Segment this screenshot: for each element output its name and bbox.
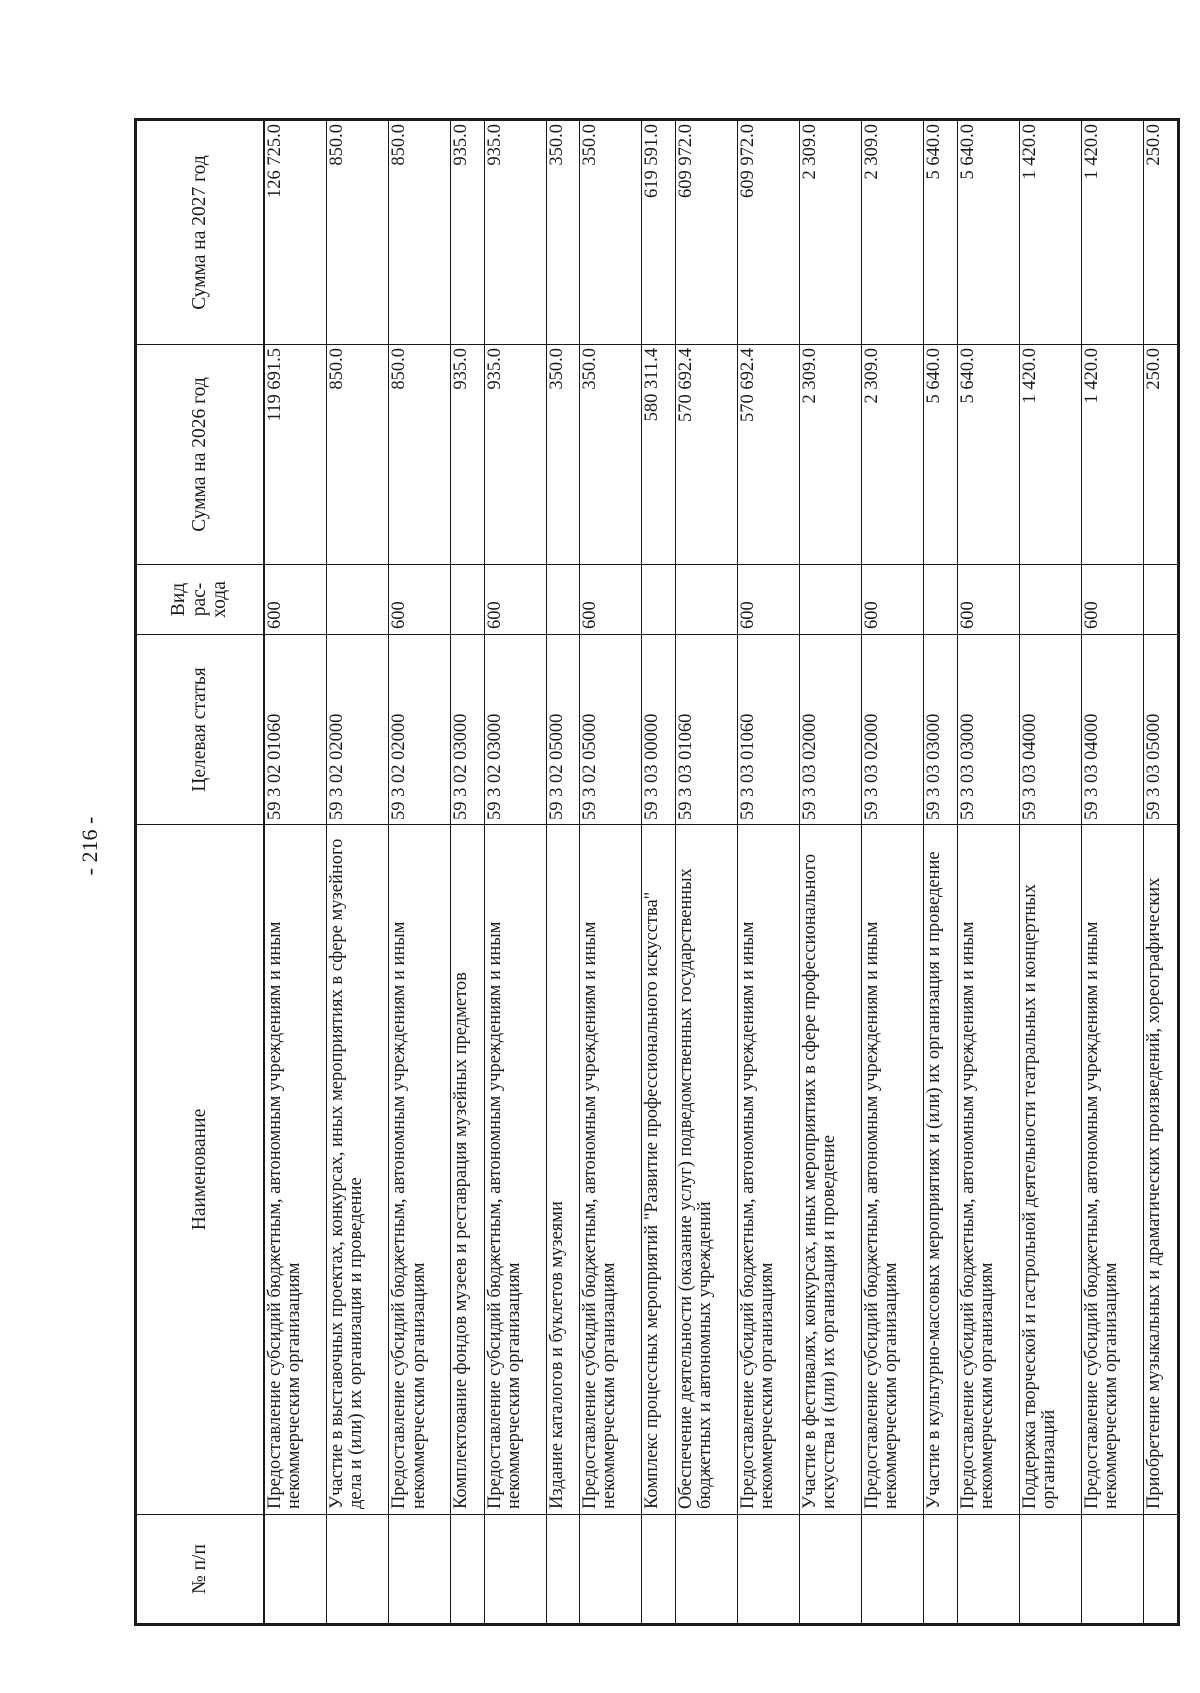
row-sum-2027: 350.0	[580, 120, 642, 345]
row-code: 59 3 03 04000	[1019, 635, 1081, 825]
header-name: Наименование	[136, 825, 264, 1515]
row-number	[737, 1515, 799, 1625]
row-number	[924, 1515, 957, 1625]
row-sum-2027: 609 972.0	[675, 120, 737, 345]
page-number: - 216 -	[77, 816, 102, 876]
row-number	[264, 1515, 327, 1625]
row-type: 600	[389, 565, 451, 635]
row-name: Комплекс процессных мероприятий "Развитие профессионального искусства"	[642, 825, 675, 1515]
row-type: 600	[484, 565, 546, 635]
row-code: 59 3 03 04000	[1081, 635, 1143, 825]
row-name: Предоставление субсидий бюджетным, автономным учреждениям и иным некоммерческим организациям	[389, 825, 451, 1515]
row-sum-2026: 1 420.0	[1019, 345, 1081, 565]
row-type	[924, 565, 957, 635]
table-row	[1144, 120, 1179, 1625]
row-sum-2026: 250.0	[1144, 345, 1179, 565]
row-type: 600	[957, 565, 1019, 635]
row-number	[642, 1515, 675, 1625]
row-code: 59 3 02 05000	[580, 635, 642, 825]
row-type	[451, 565, 484, 635]
row-type	[546, 565, 579, 635]
row-code: 59 3 02 03000	[451, 635, 484, 825]
row-type: 600	[264, 565, 327, 635]
table-body	[264, 120, 1179, 1625]
row-code: 59 3 03 02000	[799, 635, 861, 825]
table-row	[264, 120, 327, 1625]
row-number	[862, 1515, 924, 1625]
row-sum-2026: 5 640.0	[957, 345, 1019, 565]
row-sum-2027: 935.0	[484, 120, 546, 345]
row-type	[326, 565, 388, 635]
row-sum-2027: 850.0	[326, 120, 388, 345]
row-code: 59 3 03 01060	[737, 635, 799, 825]
row-name: Предоставление субсидий бюджетным, автономным учреждениям и иным некоммерческим организациям	[957, 825, 1019, 1515]
row-type: 600	[862, 565, 924, 635]
table-row	[675, 120, 737, 1625]
row-name: Участие в выставочных проектах, конкурсах, иных мероприятиях в сфере музейного дела и (или) их организация и проведение	[326, 825, 388, 1515]
row-code: 59 3 03 03000	[957, 635, 1019, 825]
row-number	[1019, 1515, 1081, 1625]
row-type	[1144, 565, 1179, 635]
budget-table	[134, 118, 1180, 1626]
row-code: 59 3 03 03000	[924, 635, 957, 825]
row-number	[799, 1515, 861, 1625]
row-name: Участие в культурно-массовых мероприятиях и (или) их организация и проведение	[924, 825, 957, 1515]
row-type	[1019, 565, 1081, 635]
table-row	[389, 120, 451, 1625]
row-number	[675, 1515, 737, 1625]
row-number	[484, 1515, 546, 1625]
table-row	[484, 120, 546, 1625]
row-code: 59 3 02 02000	[326, 635, 388, 825]
row-number	[1081, 1515, 1143, 1625]
header-sum-2026: Сумма на 2026 год	[136, 345, 264, 565]
table-row	[1081, 120, 1143, 1625]
row-sum-2026: 580 311.4	[642, 345, 675, 565]
row-type	[799, 565, 861, 635]
table-row	[737, 120, 799, 1625]
row-type: 600	[737, 565, 799, 635]
header-num: № п/п	[136, 1515, 264, 1625]
row-sum-2026: 1 420.0	[1081, 345, 1143, 565]
row-number	[580, 1515, 642, 1625]
row-code: 59 3 02 03000	[484, 635, 546, 825]
row-sum-2026: 119 691.5	[264, 345, 327, 565]
header-type: Вид рас-хода	[136, 565, 264, 635]
row-sum-2027: 609 972.0	[737, 120, 799, 345]
row-name: Предоставление субсидий бюджетным, автономным учреждениям и иным некоммерческим организациям	[580, 825, 642, 1515]
row-name: Участие в фестивалях, конкурсах, иных мероприятиях в сфере профессионального искусства и (или) их организация и проведение	[799, 825, 861, 1515]
row-sum-2027: 935.0	[451, 120, 484, 345]
row-type: 600	[1081, 565, 1143, 635]
table-row	[957, 120, 1019, 1625]
row-name: Поддержка творческой и гастрольной деятельности театральных и концертных организаций	[1019, 825, 1081, 1515]
row-sum-2027: 850.0	[389, 120, 451, 345]
row-code: 59 3 02 02000	[389, 635, 451, 825]
header-sum-2027: Сумма на 2027 год	[136, 120, 264, 345]
row-name: Приобретение музыкальных и драматических произведений, хореографических	[1144, 825, 1179, 1515]
row-code: 59 3 03 00000	[642, 635, 675, 825]
row-code: 59 3 03 01060	[675, 635, 737, 825]
row-name: Предоставление субсидий бюджетным, автономным учреждениям и иным некоммерческим организациям	[264, 825, 327, 1515]
table-row	[924, 120, 957, 1625]
table-row	[799, 120, 861, 1625]
row-name: Предоставление субсидий бюджетным, автономным учреждениям и иным некоммерческим организациям	[737, 825, 799, 1515]
row-sum-2026: 2 309.0	[799, 345, 861, 565]
row-number	[389, 1515, 451, 1625]
table-row	[642, 120, 675, 1625]
header-code: Целевая статья	[136, 635, 264, 825]
row-sum-2027: 619 591.0	[642, 120, 675, 345]
table-row	[546, 120, 579, 1625]
table-row	[862, 120, 924, 1625]
row-sum-2026: 2 309.0	[862, 345, 924, 565]
row-sum-2027: 5 640.0	[957, 120, 1019, 345]
row-number	[1144, 1515, 1179, 1625]
row-name: Обеспечение деятельности (оказание услуг) подведомственных государственных бюджетных и автономных учреждений	[675, 825, 737, 1515]
table-row	[580, 120, 642, 1625]
row-number	[546, 1515, 579, 1625]
row-number	[451, 1515, 484, 1625]
table-row	[451, 120, 484, 1625]
row-name: Комплектование фондов музеев и реставрация музейных предметов	[451, 825, 484, 1515]
row-sum-2026: 935.0	[484, 345, 546, 565]
row-sum-2027: 1 420.0	[1019, 120, 1081, 345]
row-sum-2026: 570 692.4	[675, 345, 737, 565]
row-sum-2026: 350.0	[580, 345, 642, 565]
row-type: 600	[580, 565, 642, 635]
row-name: Предоставление субсидий бюджетным, автономным учреждениям и иным некоммерческим организациям	[862, 825, 924, 1515]
row-number	[326, 1515, 388, 1625]
row-sum-2026: 570 692.4	[737, 345, 799, 565]
row-code: 59 3 03 02000	[862, 635, 924, 825]
row-sum-2027: 250.0	[1144, 120, 1179, 345]
row-number	[957, 1515, 1019, 1625]
row-type	[675, 565, 737, 635]
row-name: Предоставление субсидий бюджетным, автономным учреждениям и иным некоммерческим организациям	[484, 825, 546, 1515]
row-sum-2027: 5 640.0	[924, 120, 957, 345]
table-header	[136, 120, 264, 1625]
row-sum-2027: 2 309.0	[862, 120, 924, 345]
row-name: Предоставление субсидий бюджетным, автономным учреждениям и иным некоммерческим организациям	[1081, 825, 1143, 1515]
row-sum-2026: 850.0	[389, 345, 451, 565]
row-code: 59 3 03 05000	[1144, 635, 1179, 825]
row-code: 59 3 02 01060	[264, 635, 327, 825]
row-sum-2026: 935.0	[451, 345, 484, 565]
row-type	[642, 565, 675, 635]
budget-table-container	[134, 121, 1180, 1626]
row-sum-2027: 1 420.0	[1081, 120, 1143, 345]
row-name: Издание каталогов и буклетов музеями	[546, 825, 579, 1515]
row-code: 59 3 02 05000	[546, 635, 579, 825]
row-sum-2027: 2 309.0	[799, 120, 861, 345]
row-sum-2026: 350.0	[546, 345, 579, 565]
table-row	[1019, 120, 1081, 1625]
row-sum-2027: 126 725.0	[264, 120, 327, 345]
row-sum-2027: 350.0	[546, 120, 579, 345]
row-sum-2026: 850.0	[326, 345, 388, 565]
table-row	[326, 120, 388, 1625]
row-sum-2026: 5 640.0	[924, 345, 957, 565]
